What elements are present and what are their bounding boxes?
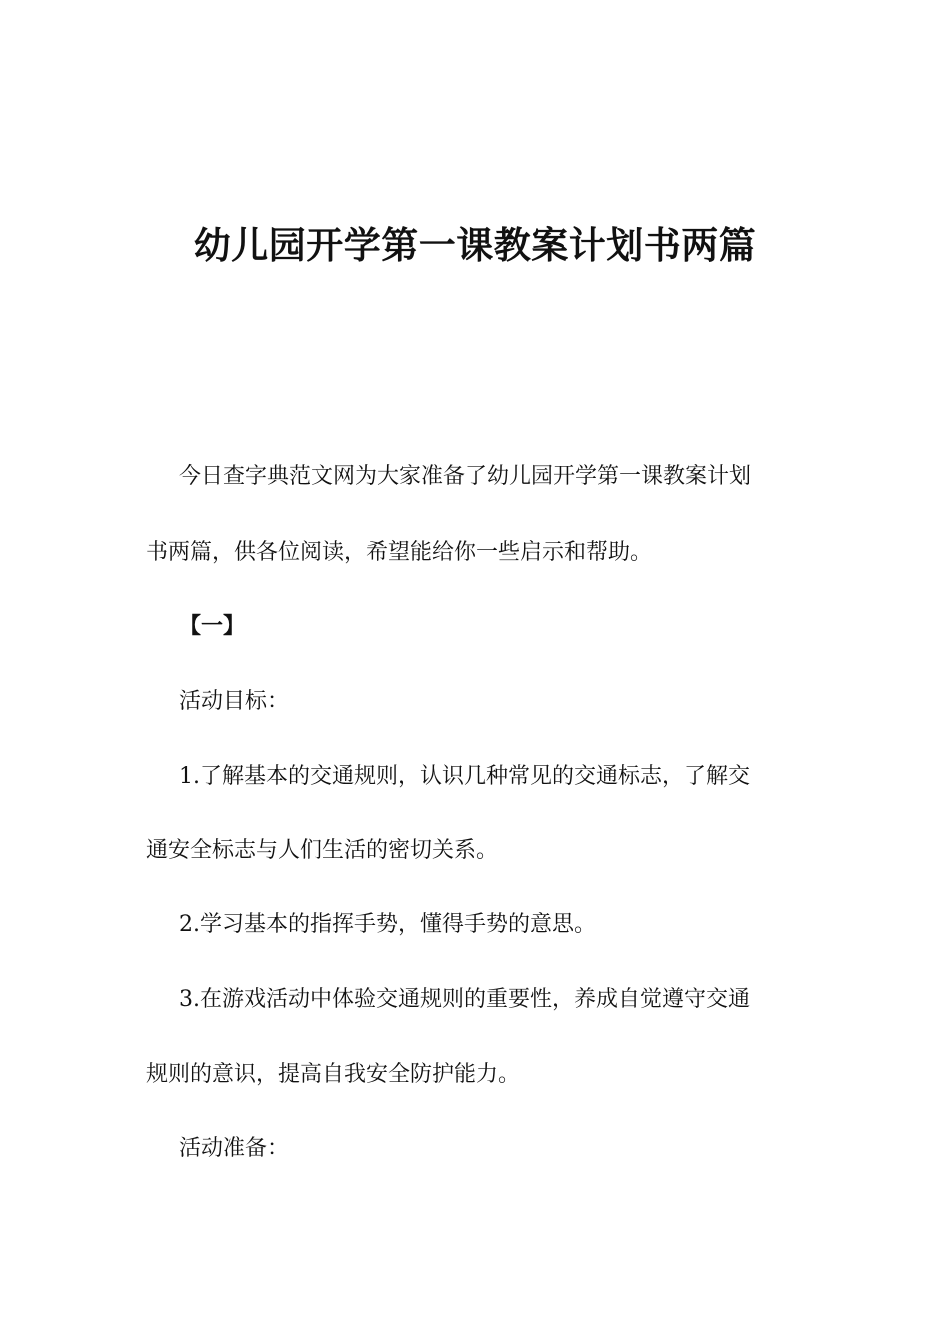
- activity-prep-heading: 活动准备：: [179, 1136, 290, 1161]
- intro-line-2: 书两篇，供各位阅读，希望能给你一些启示和帮助。: [146, 540, 653, 565]
- goal-3-line-1: 3.在游戏活动中体验交通规则的重要性，养成自觉遵守交通: [179, 987, 750, 1012]
- goal-1-line-1: 1.了解基本的交通规则，认识几种常见的交通标志，了解交: [179, 764, 750, 789]
- section-marker: 【一】: [179, 613, 246, 639]
- goal-3-line-2: 规则的意识，提高自我安全防护能力。: [146, 1062, 521, 1087]
- goal-2-line: 2.学习基本的指挥手势，懂得手势的意思。: [179, 912, 596, 937]
- goal-1-line-2: 通安全标志与人们生活的密切关系。: [146, 838, 499, 863]
- document-title: 幼儿园开学第一课教案计划书两篇: [193, 224, 757, 267]
- activity-goals-heading: 活动目标：: [179, 689, 290, 714]
- intro-line-1: 今日查字典范文网为大家准备了幼儿园开学第一课教案计划: [179, 464, 752, 489]
